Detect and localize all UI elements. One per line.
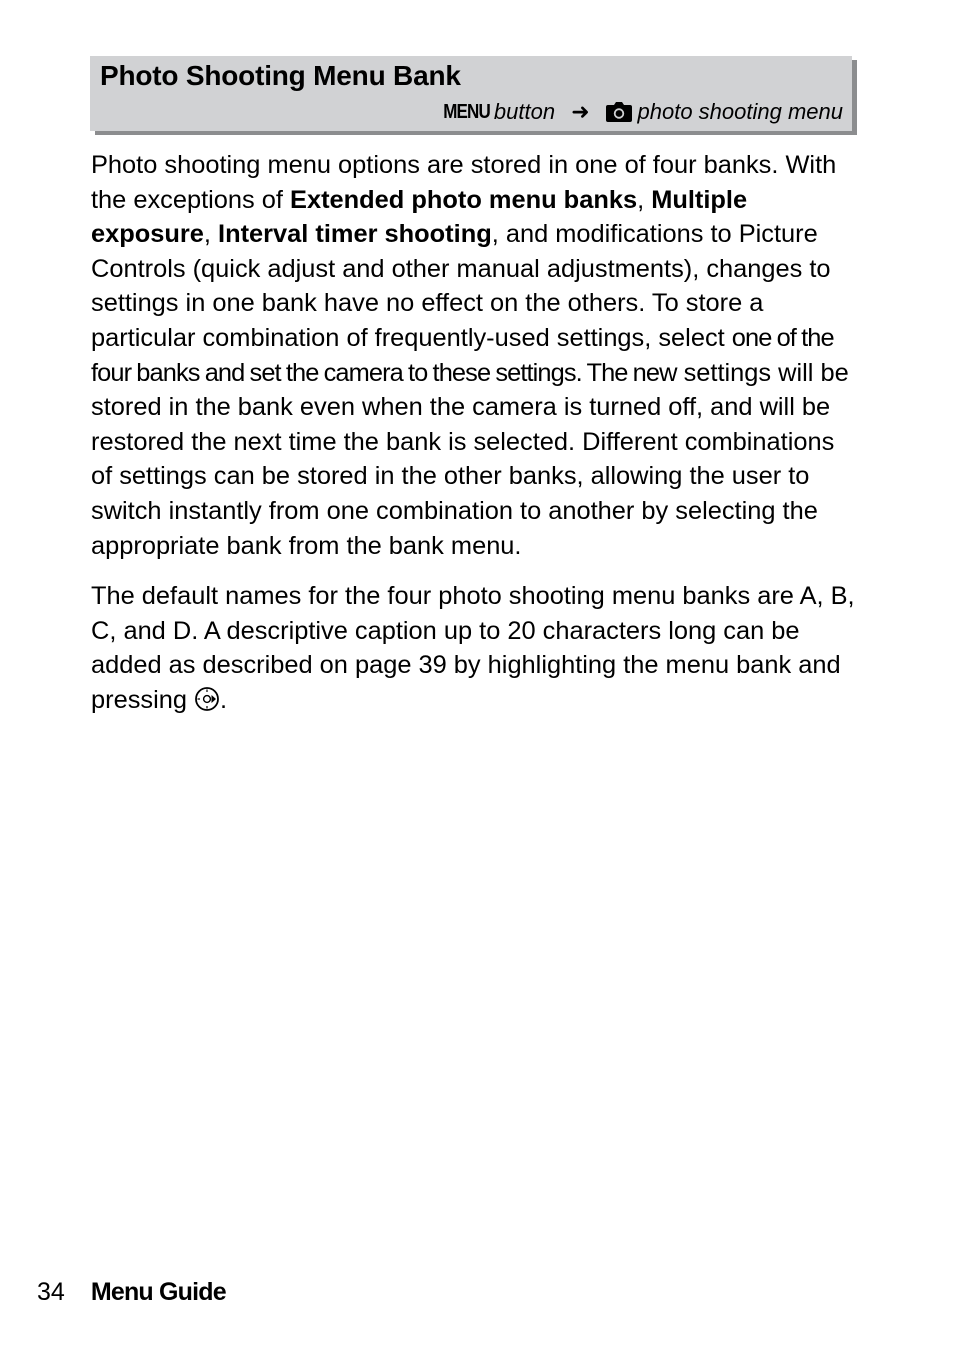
section-title: Photo Shooting Menu Bank [100, 60, 461, 91]
text-run: one of the four banks and set the camera to these settings. The new [91, 323, 834, 387]
destination-text: photo shooting menu [637, 99, 843, 124]
menu-item-interval-timer-shooting: Interval timer shooting [218, 220, 492, 249]
paragraph-2 [91, 579, 861, 717]
text-run: . [220, 685, 228, 714]
menu-button-label: MENU [443, 100, 490, 123]
camera-icon [606, 102, 632, 122]
text-run: , [637, 185, 652, 214]
section-header [90, 56, 852, 131]
menu-item-multiple-exposure: Multiple exposure [91, 185, 748, 249]
text-run: , and modifications to Picture Controls (quick adjust and other manual adjustments), changes to settings in one bank have no effect on the others. To store a particular combination of frequently-used settings, select [91, 220, 831, 352]
paragraph-1 [91, 148, 861, 563]
text-run: settings will be stored in the bank even when the camera is turned off, and will be restored the next time the bank is selected. Different combinations of settings can be stored in the other banks, allowing the user to switch instantly from one combination to another by selecting the appropriate bank from the bank menu. [91, 358, 849, 560]
button-text: button [493, 99, 556, 124]
menu-path [435, 99, 843, 125]
section-label: Menu Guide [90, 1278, 226, 1306]
text-run: Photo shooting menu options are stored in one of four banks. With the exceptions of [91, 151, 837, 214]
page-number: 34 [37, 1278, 65, 1306]
text-run: The default names for the four photo shooting menu banks are A, B, C, and D. A descriptive caption up to 20 characters long can be added as described on page 39 by highlighting the menu bank and pressing [91, 582, 855, 714]
multi-selector-right-icon [194, 686, 220, 712]
body-text [91, 148, 861, 734]
menu-item-extended-photo-menu-banks: Extended photo menu banks [290, 185, 638, 214]
page-footer [37, 1278, 226, 1307]
arrow-right-icon: ➜ [571, 99, 590, 124]
text-run: , [203, 220, 219, 249]
